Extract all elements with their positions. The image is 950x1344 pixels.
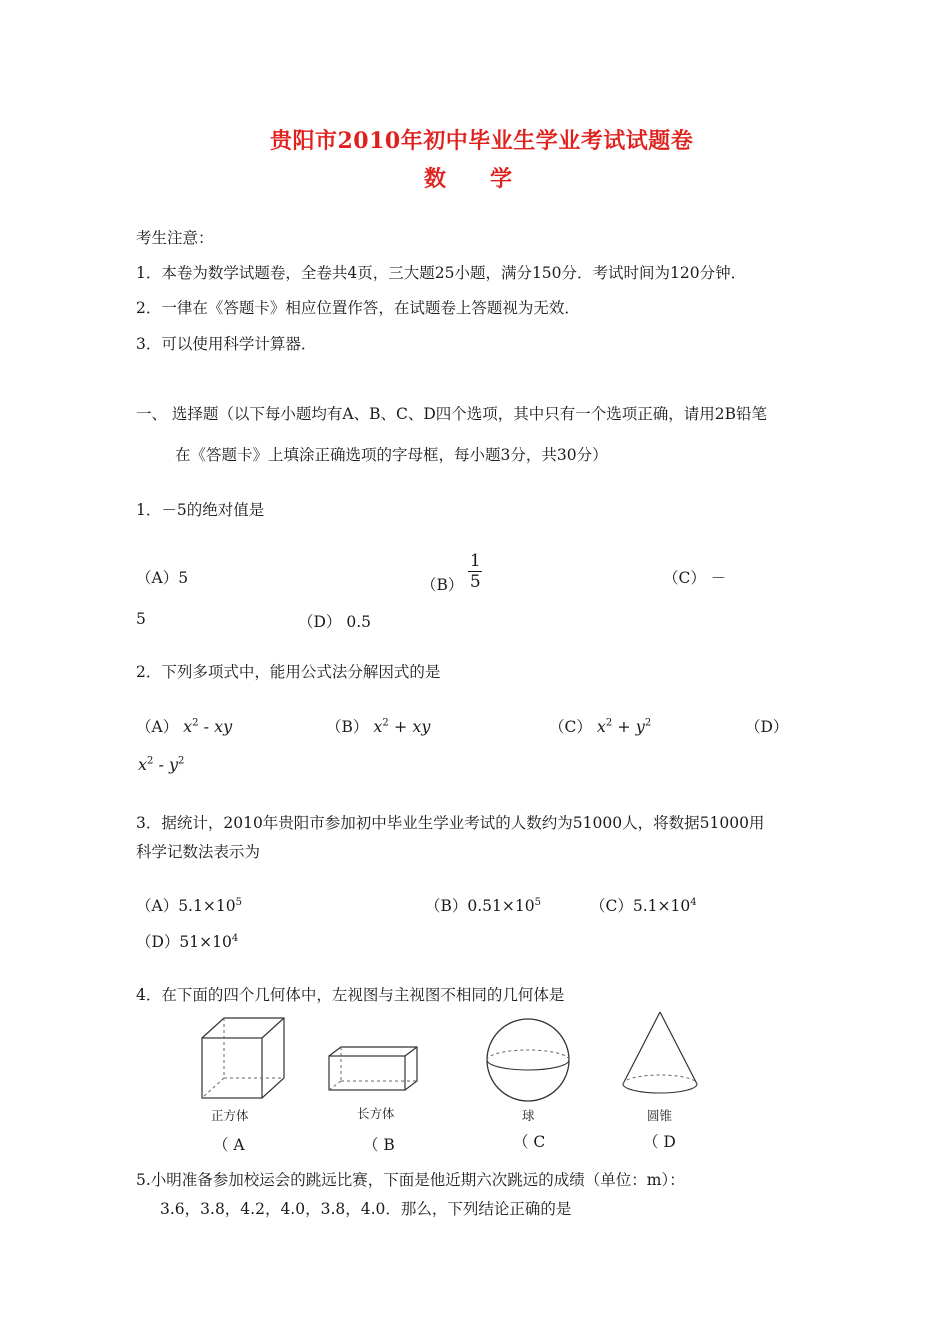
cube-figure xyxy=(198,1014,290,1110)
exponent: 5 xyxy=(235,896,242,908)
q3-option-b-text: （B）0.51×10 xyxy=(425,897,535,915)
cone-figure xyxy=(618,1008,702,1098)
q4-option-b: （ B xyxy=(363,1136,395,1154)
question-4-stem: 4．在下面的四个几何体中，左视图与主视图不相同的几何体是 xyxy=(136,986,565,1004)
q3-option-c-text: （C）5.1×10 xyxy=(590,897,691,915)
q3-option-a xyxy=(136,894,242,916)
q4-option-c: （ C xyxy=(513,1133,546,1151)
q2-option-a-label: （A） xyxy=(136,718,179,736)
fraction-denominator: 5 xyxy=(469,572,481,592)
q3-option-a-text: （A）5.1×10 xyxy=(136,897,236,915)
q2-option-a xyxy=(136,715,232,737)
figure-caption-cone: 圆锥 xyxy=(647,1108,673,1123)
cuboid-figure xyxy=(325,1044,421,1094)
question-2-stem: 2．下列多项式中，能用公式法分解因式的是 xyxy=(136,663,441,681)
q4-option-a: （ A xyxy=(213,1136,245,1154)
q3-option-c xyxy=(590,894,697,916)
q1-option-a: （A）5 xyxy=(136,569,189,587)
sphere-figure xyxy=(484,1016,572,1104)
q3-option-d xyxy=(136,930,238,952)
fraction xyxy=(468,551,482,592)
exponent: 5 xyxy=(534,896,541,908)
math-expression: $x^2 + y^2$ xyxy=(596,717,652,736)
q1-option-b-label: （B） xyxy=(421,575,464,594)
figure-caption-cube: 正方体 xyxy=(211,1108,249,1123)
section-heading: 一、 选择题（以下每小题均有A、B、C、D四个选项，其中只有一个选项正确，请用2B铅笔 xyxy=(136,405,768,423)
fraction-numerator: 1 xyxy=(469,551,481,571)
figure-caption-sphere: 球 xyxy=(522,1108,535,1123)
q2-option-c-label: （C） xyxy=(549,718,592,736)
figure-caption-cuboid: 长方体 xyxy=(357,1106,395,1121)
q1-option-c-continued: 5 xyxy=(136,610,146,628)
notice-heading: 考生注意： xyxy=(136,229,214,247)
q1-option-d: （D） 0.5 xyxy=(298,613,372,631)
exam-title: 贵阳市2010年初中毕业生学业考试试题卷 xyxy=(270,128,694,154)
question-5-stem: 5.小明准备参加校运会的跳远比赛，下面是他近期六次跳远的成绩（单位：m）： xyxy=(136,1171,685,1189)
q3-option-d-text: （D）51×10 xyxy=(136,933,232,951)
notice-item: 3．可以使用科学计算器． xyxy=(136,335,317,353)
q1-option-c: （C） － xyxy=(663,569,727,587)
q2-option-d: （D） xyxy=(745,718,789,736)
question-5-stem-cont: 3.6，3.8，4.2，4.0，3.8，4.0．那么，下列结论正确的是 xyxy=(160,1200,572,1218)
exponent: 4 xyxy=(690,896,697,908)
q2-option-b xyxy=(326,715,430,737)
notice-item: 2．一律在《答题卡》相应位置作答，在试题卷上答题视为无效． xyxy=(136,299,580,317)
math-expression: $x^2$ + xy xyxy=(373,717,431,736)
exponent: 4 xyxy=(231,932,239,944)
math-expression: $x^2 - y^2$ xyxy=(138,755,185,774)
q3-option-b xyxy=(425,894,541,916)
q2-option-b-label: （B） xyxy=(326,718,369,736)
question-3-stem-cont: 科学记数法表示为 xyxy=(136,843,261,861)
notice-item: 1．本卷为数学试题卷，全卷共4页，三大题25小题，满分150分．考试时间为120分钟． xyxy=(136,264,747,282)
question-3-stem: 3．据统计，2010年贵阳市参加初中毕业生学业考试的人数约为51000人，将数据51000用 xyxy=(136,814,765,832)
section-instructions: 在《答题卡》上填涂正确选项的字母框，每小题3分，共30分） xyxy=(175,446,608,464)
question-1-stem: 1．－5的绝对值是 xyxy=(136,501,265,519)
subject-title: 数 学 xyxy=(424,166,513,192)
q2-option-c xyxy=(549,715,651,737)
q1-option-b xyxy=(421,551,482,592)
q4-option-d: （ D xyxy=(643,1133,676,1151)
math-expression: $x^2$ - xy xyxy=(183,717,233,736)
